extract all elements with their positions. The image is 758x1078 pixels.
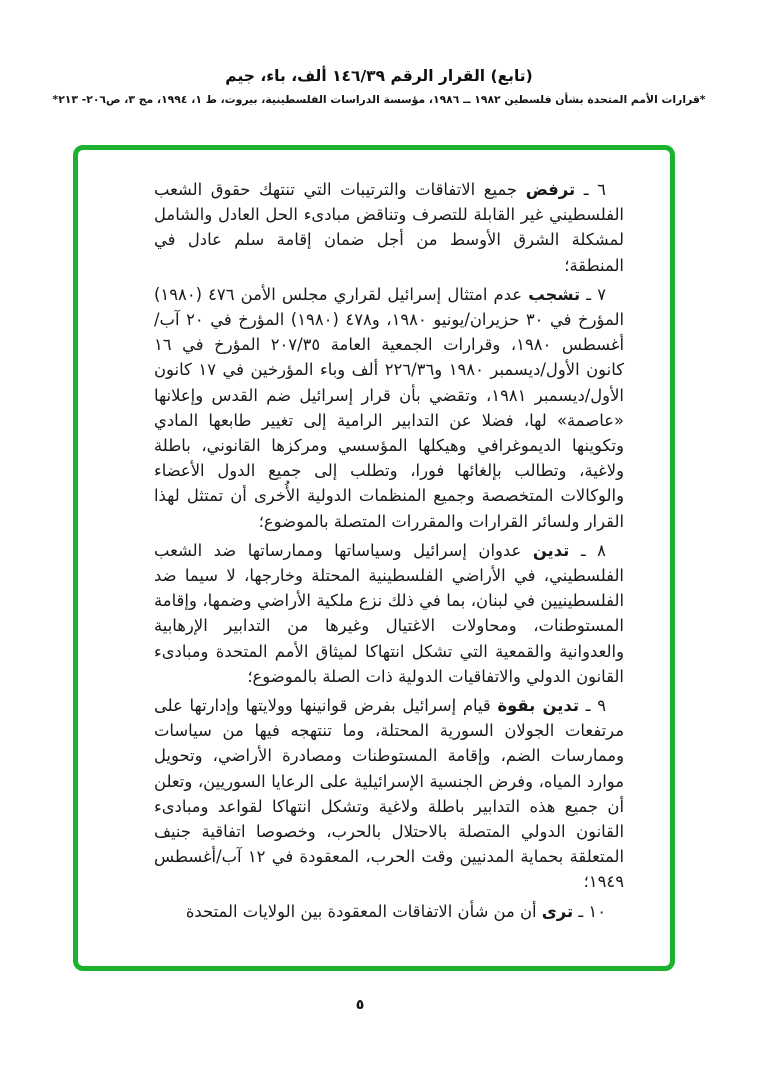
paragraph-lead: تدين بقوة [497,696,580,716]
paragraph-number: ٧ ـ [580,284,607,304]
resolution-paragraph [154,538,624,689]
paragraph-number: ٦ ـ [575,180,606,199]
paragraph-text: جميع الاتفاقات والترتيبات التي تنتهك حقوق الشعب الفلسطيني غير القابلة للتصرف وتناقض مبادىء الحل العادل والشامل لمشكلة الشرق الأوسط من أجل ضمان إقامة سلم عادل في المنطقة؛ [154,180,624,275]
resolution-paragraph [154,899,624,924]
resolution-title: (تابع) القرار الرقم ١٤٦/٣٩ ألف، باء، جيم [225,67,533,85]
content-frame [73,145,675,971]
resolution-paragraph [154,177,624,278]
resolution-paragraph [154,282,624,534]
document-header [0,66,758,107]
source-citation: *قرارات الأمم المتحدة بشأن فلسطين ١٩٨٢ ــ ١٩٨٦، مؤسسة الدراسات الفلسطينية، بيروت، ط ١، ١٩٩٤، مج ٣، ص٢٠٦- ٢١٣* [52,93,706,106]
paragraph-text: عدوان إسرائيل وسياساتها وممارساتها ضد الشعب الفلسطيني، في الأراضي الفلسطينية المحتلة وخارجها، لا سيما ضد الفلسطينيين في لبنان، بما في ذلك نزع ملكية الأراضي وضمها، وإقامة المستوطنات، ومحاولات الاغتيال وغيرها من التدابير الإرهابية والعدوانية والقمعية التي تشكل انتهاكا لميثاق الأمم المتحدة ومبادىء القانون الدولي والاتفاقيات الدولية ذات الصلة بالموضوع؛ [154,540,624,686]
paragraph-text: أن من شأن الاتفاقات المعقودة بين الولايات المتحدة [185,901,542,921]
paragraph-lead: ترفض [525,180,576,199]
paragraph-text: قيام إسرائيل بفرض قوانينها وولايتها وإدارتها على مرتفعات الجولان السورية المحتلة، وما تنتهجه فيها من سياسات وممارسات الضم، وإقامة المستوطنات ومصادرة الأراضي، وتحويل موارد المياه، وفرض الجنسية الإسرائيلية على الرعايا السوريين، وتعلن أن جميع هذه التدابير باطلة ولاغية وتشكل انتهاكا لقواعد ومبادىء القانون الدولي المتصلة بالاحتلال بالحرب، وخصوصا اتفاقية جنيف المتعلقة بحماية المدنيين وقت الحرب، المعقودة في ١٢ آب/أغسطس ١٩٤٩؛ [154,696,624,892]
paragraph-text: عدم امتثال إسرائيل لقراري مجلس الأمن ٤٧٦ (١٩٨٠) المؤرخ في ٣٠ حزيران/يونيو ١٩٨٠، و٤٧٨ (١٩٨٠) المؤرخ في ٢٠ آب/أغسطس ١٩٨٠، وقرارات الجمعية العامة ٢٠٧/٣٥ المؤرخ في ١٦ كانون الأول/ديسمبر ١٩٨٠ و٢٢٦/٣٦ ألف وباء المؤرخين في ١٧ كانون الأول/ديسمبر ١٩٨١، وتقضي بأن قرار إسرائيل ضم القدس وإعلانها «عاصمة» لها، فضلا عن التدابير الرامية إلى تغيير طابعها المادي وتكوينها الديموغرافي وهيكلها المؤسسي ومركزها القانوني، باطلة ولاغية، وتطالب بإلغائها فورا، وتطلب إلى جميع الدول الأعضاء والوكالات المتخصصة وجميع المنظمات الدولية الأُخرى أن تمتثل لهذا القرار ولسائر القرارات والمقررات المتصلة بالموضوع؛ [154,284,625,531]
resolution-paragraph [154,693,624,895]
page-number: ٥ [355,997,365,1013]
paragraph-number: ٩ ـ [579,696,606,716]
paragraph-number: ٨ ـ [569,540,606,560]
paragraph-number: ١٠ ـ [573,901,606,921]
resolution-text-block [78,150,670,924]
paragraph-lead: تدين [532,540,570,560]
paragraph-lead: ترى [541,901,574,921]
paragraph-lead: تشجب [528,284,581,304]
